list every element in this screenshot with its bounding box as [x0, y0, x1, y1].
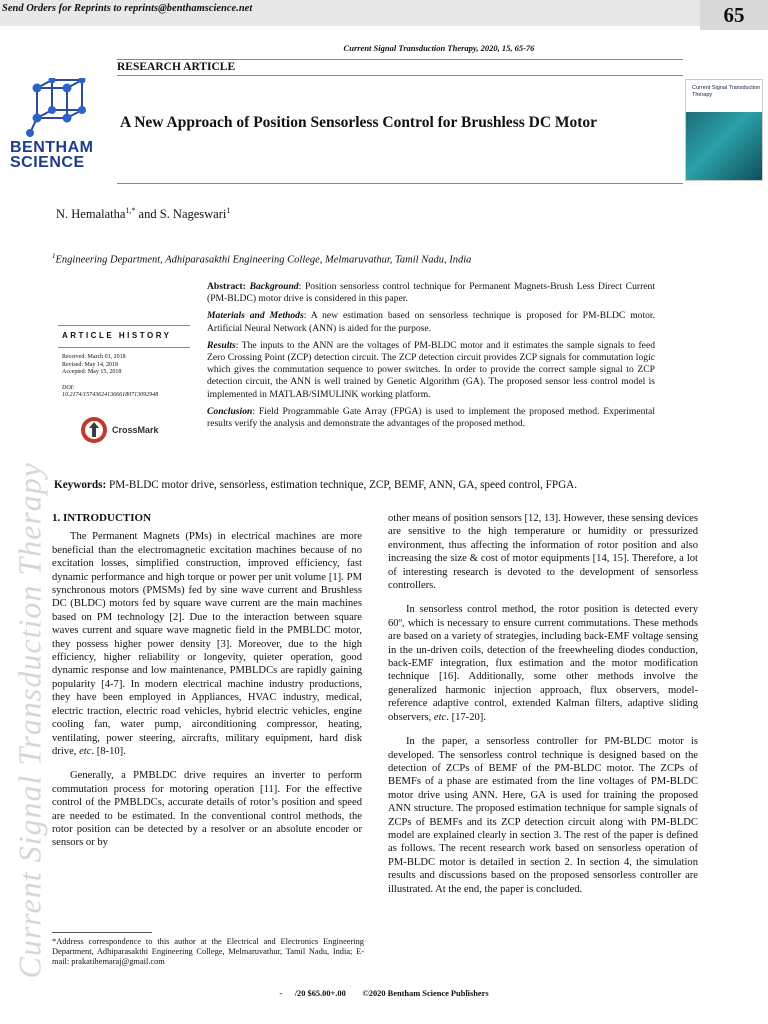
- cover-art: [686, 112, 762, 180]
- received-date: Received: March 01, 2018: [62, 354, 126, 360]
- correspondence-footnote: *Address correspondence to this author at the Electrical and Electronics Engineering Department, Adhiparasakthi Engineering College, Melmaruvathur, Tamil Nadu, India; E-mail: prakatihemaraj@gmail.com: [52, 937, 364, 966]
- doi-link[interactable]: 10.2174/1574362413666180713092948: [62, 392, 159, 399]
- publisher-logo-line2: SCIENCE: [10, 154, 85, 171]
- background-heading: Background: [249, 281, 299, 292]
- page-number: 65: [700, 0, 768, 30]
- publisher-logo-line1: BENTHAM: [10, 139, 94, 156]
- accepted-date: Accepted: May 15, 2018: [62, 369, 122, 376]
- paragraph: Generally, a PMBLDC drive requires an inverter to perform commutation process for motoring operation [11]. For the effective control of the PMBLDCs, accurate details of rotor’s position and speed are needed to be estimated. In the conventional control methods, the rotor position can be detected by a resolver or an absolute encoder or sensors or by: [52, 770, 362, 849]
- divider: [117, 75, 683, 76]
- section-heading: 1. INTRODUCTION: [52, 512, 152, 524]
- cover-title: Current Signal Transduction Therapy: [692, 85, 761, 98]
- author-name: N. Hemalatha: [56, 207, 126, 222]
- article-title: A New Approach of Position Sensorless Control for Brushless DC Motor: [120, 114, 598, 131]
- affiliation-superscript: 1: [52, 252, 56, 260]
- affiliation-text: Engineering Department, Adhiparasakthi Engineering College, Melmaruvathur, Tamil Nadu, India: [55, 254, 472, 266]
- abstract: [207, 281, 655, 435]
- author-name: and S. Nageswari: [135, 207, 227, 222]
- reprints-notice: Send Orders for Reprints to reprints@benthamscience.net: [2, 3, 253, 14]
- author-superscript: 1: [226, 206, 231, 215]
- methods-heading: Materials and Methods: [207, 310, 304, 322]
- abstract-label: Abstract:: [207, 281, 250, 292]
- top-banner: [0, 0, 768, 26]
- crossmark-label: CrossMark: [112, 425, 159, 435]
- journal-citation: Current Signal Transduction Therapy, 2020, 15, 65-76: [343, 43, 535, 53]
- divider: [58, 325, 190, 326]
- doi-label: DOI:: [62, 384, 75, 391]
- body-column-left: [52, 512, 362, 850]
- affiliation: [52, 252, 471, 266]
- article-type: RESEARCH ARTICLE: [117, 61, 236, 73]
- footnote-divider: [52, 932, 152, 933]
- keywords-label: Keywords:: [54, 479, 107, 491]
- journal-cover: [685, 79, 763, 181]
- author-superscript: 1,*: [125, 206, 136, 215]
- divider: [117, 59, 683, 60]
- results-heading: Results: [207, 339, 236, 351]
- background-text: : Position sensorless control technique for Permanent Magnets-Brush Less Direct Current (PM-BLDC) motor drive is considered in this paper.: [207, 281, 655, 305]
- conclusion-text: : Field Programmable Gate Array (FPGA) is used to implement the proposed method. Experimental results verify the analysis and demonstrate the advantages of the proposed method.: [207, 405, 655, 430]
- bentham-molecule-icon: [22, 78, 92, 140]
- paragraph: The Permanent Magnets (PMs) in electrical machines are more beneficial than the electromagnetic excitation machines because of no excitation losses, simplified construction, improved efficiency, fast dynamic performance and high torque or power per unit volume [1]. PM synchronous motors (PMSMs) fed by sine wave current and Brushless DC (BLDC) motors fed by square wave current are the main machines based on PM technology [2]. Due to the interaction between square waves current and square wave magnetic field in the PMBLDC motor, they possess higher power density [3]. Moreover, due to the high efficiency, higher reliability or longevity, quieter operation, good dynamic response and low maintenance, PMBLDCs are rapidly gaining popularity [4-7]. In modern electrical machine industry productions, they have been employed in Appliances, HVAC industry, medical, electric traction, electric road vehicles, hybrid electric vehicles, engine cooling fan, water pump, airconditioning compressor, heating, ventilating, power steering, aircrafts, military equipment, hard disk drive, etc. [8-10].: [52, 531, 362, 757]
- journal-watermark: Current Signal Transduction Therapy: [11, 461, 48, 979]
- conclusion-heading: Conclusion: [207, 405, 253, 417]
- keywords-text: PM-BLDC motor drive, sensorless, estimation technique, ZCP, BEMF, ANN, GA, speed control, FPGA.: [106, 479, 578, 491]
- crossmark-badge[interactable]: [80, 416, 159, 444]
- revised-date: Revised: May 14, 2018: [62, 361, 118, 368]
- crossmark-icon: [80, 416, 108, 444]
- page-footer: - /20 $65.00+.00 ©2020 Bentham Science Publishers: [279, 989, 489, 998]
- keywords: [54, 479, 577, 491]
- publisher-logo: [10, 140, 94, 170]
- results-text: : The inputs to the ANN are the voltages of PM-BLDC motor and it estimates the sample signals to feed Zero Crossing Point (ZCP) detection circuit. The ZCP detection circuit provides ZCP signals for commutation logic which gives the commutation sequence to power switches. In order to provide the correct sample signal to ZCP detection circuit, the ANN is well trained by Genetic Algorithm (GA). The proposed sensor less control model is implemented in MATLAB/SIMULINK working platform.: [207, 339, 655, 400]
- paragraph: In sensorless control method, the rotor position is detected every 60º, which is necessary to ensure current commutations. These methods are based on a variety of strategies, including back-EMF voltage sensing in the un-driven coils, detection of the freewheeling diodes conduction, back-EMF integration, flux estimation and the motor modification technique [16]. Additionally, some other methods involve the generalized harmonic injection approach, flux observers, model-reference adaptive control, extended Kalman filters, adaptive sliding observers, etc. [17-20].: [388, 604, 698, 723]
- author-list: [56, 206, 230, 222]
- paragraph: other means of position sensors [12, 13]. However, these sensing devices are sensitive to the high temperature or humidity or pressurized environment, thus affecting the information of rotor position and also increasing the size & cost of motor equipments [14, 15]. Therefore, a lot of interesting research is devoted to the development of sensorless controllers.: [388, 513, 698, 592]
- divider: [117, 183, 683, 184]
- article-history: [62, 354, 194, 400]
- divider: [58, 347, 190, 348]
- article-history-heading: ARTICLE HISTORY: [62, 331, 172, 340]
- paragraph: In the paper, a sensorless controller for PM-BLDC motor is developed. The sensorless control technique is designed based on the detection of ZCPs of BEMF of the PM-BLDC motor. The ZCPs of BEMFs of a phase are estimated from the line voltages of PM-BLDC motor drive using ANN. Here, GA is used for training the proposed ANN structure. The proposed estimation technique for sample signals of ZCPs of BEMFs and its ZCP detection circuit along with PM-BLDC model are explained clearly in section 3. The rest of the paper is defined as follows. The recent research work based on sensorless operation of PM-BLDC motor is detailed in section 2. In section 4, the simulation results and discussions based on the proposed sensorless controller are illustrated. At the end, the paper is concluded.: [388, 736, 698, 895]
- body-column-right: [388, 512, 698, 896]
- methods-text: : A new estimation based on sensorless technique is proposed for PM-BLDC motor. Artificial Neural Network (ANN) is aided for the purpose.: [207, 310, 655, 334]
